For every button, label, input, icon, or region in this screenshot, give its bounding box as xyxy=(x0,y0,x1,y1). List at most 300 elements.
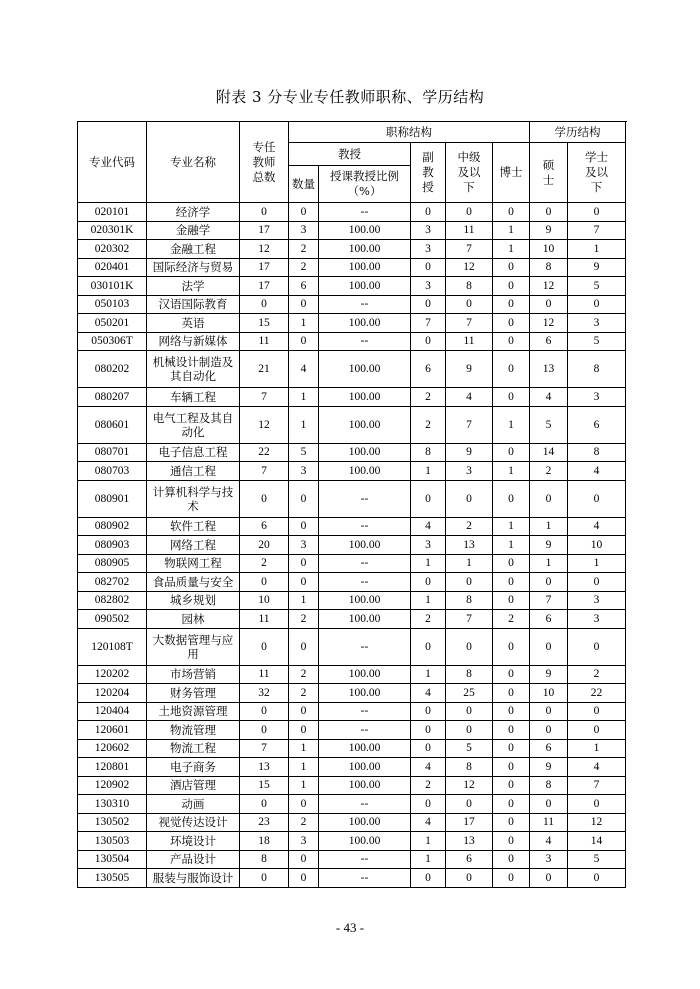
cell-bachelor: 0 xyxy=(568,795,626,814)
cell-phd: 1 xyxy=(493,536,530,555)
cell-prof-ratio: -- xyxy=(319,554,411,573)
cell-prof-ratio: 100.00 xyxy=(319,406,411,443)
table-row xyxy=(78,240,626,259)
page-number: - 43 - xyxy=(335,920,365,935)
cell-phd: 0 xyxy=(493,351,530,388)
table-row xyxy=(78,813,626,832)
cell-assoc: 0 xyxy=(411,739,446,758)
cell-phd: 0 xyxy=(493,813,530,832)
cell-name: 城乡规划 xyxy=(147,591,240,610)
cell-code: 080701 xyxy=(78,443,147,462)
cell-master: 6 xyxy=(530,610,568,629)
header-phd: 博士 xyxy=(493,143,530,203)
cell-name: 市场营销 xyxy=(147,665,240,684)
cell-total: 21 xyxy=(240,351,289,388)
cell-total: 11 xyxy=(240,665,289,684)
table-body xyxy=(78,203,626,888)
cell-bachelor: 0 xyxy=(568,869,626,888)
header-title-structure: 职称结构 xyxy=(289,122,530,143)
cell-master: 9 xyxy=(530,221,568,240)
cell-name: 网络与新媒体 xyxy=(147,332,240,351)
cell-bachelor: 0 xyxy=(568,295,626,314)
cell-master: 0 xyxy=(530,573,568,592)
cell-bachelor: 4 xyxy=(568,517,626,536)
cell-prof-count: 2 xyxy=(289,258,319,277)
cell-bachelor: 5 xyxy=(568,850,626,869)
cell-master: 4 xyxy=(530,388,568,407)
cell-total: 23 xyxy=(240,813,289,832)
cell-assoc: 8 xyxy=(411,443,446,462)
cell-name: 土地资源管理 xyxy=(147,702,240,721)
cell-bachelor: 14 xyxy=(568,832,626,851)
cell-code: 050103 xyxy=(78,295,147,314)
cell-mid: 0 xyxy=(446,869,493,888)
cell-name: 金融工程 xyxy=(147,240,240,259)
cell-total: 17 xyxy=(240,258,289,277)
cell-prof-count: 0 xyxy=(289,573,319,592)
cell-assoc: 0 xyxy=(411,721,446,740)
cell-code: 020301K xyxy=(78,221,147,240)
cell-phd: 2 xyxy=(493,610,530,629)
table-row xyxy=(78,739,626,758)
cell-total: 7 xyxy=(240,388,289,407)
table-row xyxy=(78,443,626,462)
cell-assoc: 4 xyxy=(411,517,446,536)
cell-assoc: 2 xyxy=(411,610,446,629)
cell-bachelor: 4 xyxy=(568,462,626,481)
cell-mid: 13 xyxy=(446,832,493,851)
cell-total: 12 xyxy=(240,240,289,259)
cell-prof-ratio: 100.00 xyxy=(319,221,411,240)
cell-total: 12 xyxy=(240,406,289,443)
cell-total: 11 xyxy=(240,332,289,351)
cell-assoc: 1 xyxy=(411,665,446,684)
cell-mid: 5 xyxy=(446,739,493,758)
cell-prof-ratio: 100.00 xyxy=(319,684,411,703)
cell-phd: 1 xyxy=(493,221,530,240)
cell-master: 9 xyxy=(530,536,568,555)
table-row xyxy=(78,277,626,296)
cell-mid: 17 xyxy=(446,813,493,832)
cell-bachelor: 1 xyxy=(568,240,626,259)
cell-prof-ratio: -- xyxy=(319,721,411,740)
cell-prof-count: 0 xyxy=(289,628,319,665)
cell-phd: 0 xyxy=(493,388,530,407)
cell-prof-count: 0 xyxy=(289,517,319,536)
cell-prof-ratio: 100.00 xyxy=(319,832,411,851)
cell-prof-count: 3 xyxy=(289,832,319,851)
cell-total: 20 xyxy=(240,536,289,555)
cell-mid: 11 xyxy=(446,221,493,240)
cell-mid: 7 xyxy=(446,406,493,443)
cell-bachelor: 22 xyxy=(568,684,626,703)
cell-mid: 9 xyxy=(446,443,493,462)
cell-total: 17 xyxy=(240,277,289,296)
cell-prof-ratio: -- xyxy=(319,628,411,665)
cell-code: 120404 xyxy=(78,702,147,721)
cell-bachelor: 0 xyxy=(568,480,626,517)
cell-code: 080601 xyxy=(78,406,147,443)
table-row xyxy=(78,388,626,407)
cell-code: 120902 xyxy=(78,776,147,795)
cell-assoc: 0 xyxy=(411,869,446,888)
cell-code: 030101K xyxy=(78,277,147,296)
cell-code: 020401 xyxy=(78,258,147,277)
cell-code: 080902 xyxy=(78,517,147,536)
cell-prof-count: 2 xyxy=(289,665,319,684)
cell-code: 120108T xyxy=(78,628,147,665)
cell-code: 080207 xyxy=(78,388,147,407)
cell-prof-count: 0 xyxy=(289,702,319,721)
cell-total: 0 xyxy=(240,795,289,814)
cell-mid: 6 xyxy=(446,850,493,869)
table-row xyxy=(78,517,626,536)
cell-name: 大数据管理与应用 xyxy=(147,628,240,665)
cell-name: 物流工程 xyxy=(147,739,240,758)
table-title: 附表 3 分专业专任教师职称、学历结构 xyxy=(215,88,485,106)
cell-prof-ratio: 100.00 xyxy=(319,258,411,277)
cell-code: 050201 xyxy=(78,314,147,333)
header-name: 专业名称 xyxy=(147,122,240,203)
cell-master: 0 xyxy=(530,295,568,314)
cell-prof-ratio: 100.00 xyxy=(319,443,411,462)
table-row xyxy=(78,221,626,240)
cell-bachelor: 7 xyxy=(568,776,626,795)
cell-name: 财务管理 xyxy=(147,684,240,703)
table-row xyxy=(78,758,626,777)
cell-master: 5 xyxy=(530,406,568,443)
cell-bachelor: 4 xyxy=(568,758,626,777)
cell-bachelor: 0 xyxy=(568,702,626,721)
cell-master: 12 xyxy=(530,277,568,296)
cell-name: 电子商务 xyxy=(147,758,240,777)
cell-prof-count: 1 xyxy=(289,758,319,777)
cell-mid: 13 xyxy=(446,536,493,555)
cell-phd: 0 xyxy=(493,776,530,795)
header-mid: 中级及以下 xyxy=(446,143,493,203)
cell-name: 经济学 xyxy=(147,203,240,222)
cell-bachelor: 0 xyxy=(568,573,626,592)
cell-assoc: 2 xyxy=(411,388,446,407)
cell-master: 3 xyxy=(530,850,568,869)
table-row xyxy=(78,536,626,555)
cell-master: 4 xyxy=(530,832,568,851)
cell-code: 080901 xyxy=(78,480,147,517)
cell-phd: 0 xyxy=(493,277,530,296)
cell-total: 8 xyxy=(240,850,289,869)
cell-master: 0 xyxy=(530,203,568,222)
cell-total: 2 xyxy=(240,554,289,573)
cell-code: 130503 xyxy=(78,832,147,851)
cell-mid: 0 xyxy=(446,480,493,517)
cell-code: 050306T xyxy=(78,332,147,351)
cell-name: 产品设计 xyxy=(147,850,240,869)
cell-prof-ratio: 100.00 xyxy=(319,739,411,758)
cell-total: 10 xyxy=(240,591,289,610)
cell-prof-count: 3 xyxy=(289,462,319,481)
cell-prof-ratio: 100.00 xyxy=(319,665,411,684)
faculty-structure-table xyxy=(77,121,626,888)
cell-prof-ratio: -- xyxy=(319,517,411,536)
table-row xyxy=(78,203,626,222)
cell-code: 082702 xyxy=(78,573,147,592)
cell-name: 服装与服饰设计 xyxy=(147,869,240,888)
cell-prof-count: 2 xyxy=(289,240,319,259)
cell-assoc: 0 xyxy=(411,702,446,721)
cell-name: 法学 xyxy=(147,277,240,296)
cell-master: 0 xyxy=(530,702,568,721)
cell-bachelor: 8 xyxy=(568,351,626,388)
cell-prof-count: 1 xyxy=(289,739,319,758)
cell-bachelor: 3 xyxy=(568,610,626,629)
cell-total: 32 xyxy=(240,684,289,703)
cell-mid: 0 xyxy=(446,795,493,814)
cell-bachelor: 9 xyxy=(568,258,626,277)
cell-prof-ratio: 100.00 xyxy=(319,351,411,388)
table-row xyxy=(78,869,626,888)
header-code: 专业代码 xyxy=(78,122,147,203)
cell-code: 120202 xyxy=(78,665,147,684)
cell-bachelor: 0 xyxy=(568,628,626,665)
header-professor: 教授 xyxy=(289,143,411,166)
cell-assoc: 1 xyxy=(411,832,446,851)
table-row xyxy=(78,462,626,481)
table-row xyxy=(78,702,626,721)
cell-assoc: 0 xyxy=(411,332,446,351)
cell-assoc: 0 xyxy=(411,795,446,814)
table-row xyxy=(78,314,626,333)
cell-name: 物联网工程 xyxy=(147,554,240,573)
cell-prof-count: 2 xyxy=(289,610,319,629)
cell-code: 080903 xyxy=(78,536,147,555)
cell-code: 130505 xyxy=(78,869,147,888)
cell-prof-ratio: 100.00 xyxy=(319,591,411,610)
header-count: 数量 xyxy=(289,166,319,203)
cell-phd: 0 xyxy=(493,850,530,869)
cell-assoc: 0 xyxy=(411,295,446,314)
table-row xyxy=(78,573,626,592)
cell-total: 7 xyxy=(240,739,289,758)
cell-assoc: 1 xyxy=(411,850,446,869)
cell-master: 14 xyxy=(530,443,568,462)
cell-mid: 12 xyxy=(446,776,493,795)
table-row xyxy=(78,665,626,684)
cell-prof-count: 0 xyxy=(289,480,319,517)
cell-total: 6 xyxy=(240,517,289,536)
cell-master: 13 xyxy=(530,351,568,388)
cell-phd: 0 xyxy=(493,628,530,665)
cell-total: 0 xyxy=(240,869,289,888)
cell-mid: 7 xyxy=(446,314,493,333)
cell-prof-count: 3 xyxy=(289,536,319,555)
cell-prof-count: 1 xyxy=(289,314,319,333)
cell-master: 0 xyxy=(530,480,568,517)
cell-assoc: 4 xyxy=(411,813,446,832)
header-master: 硕士 xyxy=(530,143,568,203)
cell-name: 网络工程 xyxy=(147,536,240,555)
cell-phd: 1 xyxy=(493,406,530,443)
cell-total: 15 xyxy=(240,776,289,795)
cell-total: 17 xyxy=(240,221,289,240)
cell-code: 130502 xyxy=(78,813,147,832)
cell-bachelor: 8 xyxy=(568,443,626,462)
cell-assoc: 1 xyxy=(411,462,446,481)
cell-total: 7 xyxy=(240,462,289,481)
cell-prof-count: 0 xyxy=(289,203,319,222)
cell-phd: 0 xyxy=(493,869,530,888)
header-total: 专任教师总数 xyxy=(240,122,289,203)
cell-assoc: 0 xyxy=(411,573,446,592)
cell-phd: 0 xyxy=(493,332,530,351)
cell-code: 130504 xyxy=(78,850,147,869)
cell-phd: 0 xyxy=(493,721,530,740)
cell-master: 9 xyxy=(530,665,568,684)
cell-phd: 0 xyxy=(493,314,530,333)
cell-master: 1 xyxy=(530,554,568,573)
cell-prof-count: 6 xyxy=(289,277,319,296)
header-assoc: 副教授 xyxy=(411,143,446,203)
cell-bachelor: 1 xyxy=(568,739,626,758)
cell-phd: 0 xyxy=(493,591,530,610)
cell-code: 020302 xyxy=(78,240,147,259)
cell-phd: 0 xyxy=(493,295,530,314)
cell-prof-ratio: 100.00 xyxy=(319,277,411,296)
cell-phd: 1 xyxy=(493,240,530,259)
cell-mid: 3 xyxy=(446,462,493,481)
cell-bachelor: 7 xyxy=(568,221,626,240)
cell-master: 2 xyxy=(530,462,568,481)
cell-assoc: 2 xyxy=(411,776,446,795)
cell-phd: 1 xyxy=(493,462,530,481)
cell-prof-ratio: 100.00 xyxy=(319,240,411,259)
cell-mid: 4 xyxy=(446,388,493,407)
cell-mid: 9 xyxy=(446,351,493,388)
cell-assoc: 4 xyxy=(411,684,446,703)
cell-master: 6 xyxy=(530,332,568,351)
cell-phd: 0 xyxy=(493,573,530,592)
cell-code: 082802 xyxy=(78,591,147,610)
cell-prof-ratio: -- xyxy=(319,795,411,814)
cell-bachelor: 0 xyxy=(568,721,626,740)
cell-assoc: 1 xyxy=(411,591,446,610)
cell-phd: 0 xyxy=(493,702,530,721)
cell-assoc: 7 xyxy=(411,314,446,333)
cell-bachelor: 2 xyxy=(568,665,626,684)
cell-total: 0 xyxy=(240,480,289,517)
cell-mid: 8 xyxy=(446,665,493,684)
table-row xyxy=(78,406,626,443)
cell-mid: 2 xyxy=(446,517,493,536)
cell-prof-ratio: -- xyxy=(319,702,411,721)
cell-total: 18 xyxy=(240,832,289,851)
cell-prof-count: 1 xyxy=(289,406,319,443)
cell-bachelor: 12 xyxy=(568,813,626,832)
cell-assoc: 3 xyxy=(411,240,446,259)
cell-phd: 1 xyxy=(493,517,530,536)
cell-total: 0 xyxy=(240,702,289,721)
cell-total: 15 xyxy=(240,314,289,333)
cell-master: 6 xyxy=(530,739,568,758)
cell-assoc: 3 xyxy=(411,221,446,240)
cell-prof-ratio: 100.00 xyxy=(319,314,411,333)
cell-prof-count: 0 xyxy=(289,869,319,888)
table-row xyxy=(78,258,626,277)
cell-assoc: 0 xyxy=(411,203,446,222)
cell-phd: 0 xyxy=(493,258,530,277)
cell-mid: 0 xyxy=(446,702,493,721)
cell-name: 动画 xyxy=(147,795,240,814)
cell-bachelor: 3 xyxy=(568,591,626,610)
cell-master: 1 xyxy=(530,517,568,536)
cell-name: 金融学 xyxy=(147,221,240,240)
cell-code: 080703 xyxy=(78,462,147,481)
cell-code: 120602 xyxy=(78,739,147,758)
cell-mid: 8 xyxy=(446,591,493,610)
cell-bachelor: 3 xyxy=(568,388,626,407)
cell-master: 8 xyxy=(530,258,568,277)
cell-code: 090502 xyxy=(78,610,147,629)
cell-code: 130310 xyxy=(78,795,147,814)
cell-code: 120601 xyxy=(78,721,147,740)
cell-phd: 0 xyxy=(493,684,530,703)
cell-prof-count: 0 xyxy=(289,721,319,740)
cell-assoc: 0 xyxy=(411,628,446,665)
cell-assoc: 3 xyxy=(411,277,446,296)
header-ratio: 授课教授比例（%） xyxy=(319,166,411,203)
cell-assoc: 2 xyxy=(411,406,446,443)
cell-mid: 7 xyxy=(446,240,493,259)
cell-prof-ratio: -- xyxy=(319,203,411,222)
table-row xyxy=(78,332,626,351)
cell-phd: 0 xyxy=(493,795,530,814)
table-row xyxy=(78,628,626,665)
cell-prof-count: 1 xyxy=(289,776,319,795)
cell-prof-count: 2 xyxy=(289,813,319,832)
cell-code: 120801 xyxy=(78,758,147,777)
cell-bachelor: 1 xyxy=(568,554,626,573)
table-row xyxy=(78,554,626,573)
cell-mid: 0 xyxy=(446,573,493,592)
cell-name: 机械设计制造及其自动化 xyxy=(147,351,240,388)
cell-master: 0 xyxy=(530,869,568,888)
cell-prof-ratio: -- xyxy=(319,480,411,517)
cell-prof-count: 1 xyxy=(289,591,319,610)
cell-assoc: 3 xyxy=(411,536,446,555)
cell-assoc: 4 xyxy=(411,758,446,777)
cell-bachelor: 3 xyxy=(568,314,626,333)
cell-name: 视觉传达设计 xyxy=(147,813,240,832)
cell-name: 英语 xyxy=(147,314,240,333)
cell-mid: 25 xyxy=(446,684,493,703)
cell-mid: 7 xyxy=(446,610,493,629)
cell-phd: 0 xyxy=(493,480,530,517)
table-row xyxy=(78,591,626,610)
cell-code: 080905 xyxy=(78,554,147,573)
cell-phd: 0 xyxy=(493,554,530,573)
cell-name: 车辆工程 xyxy=(147,388,240,407)
cell-total: 0 xyxy=(240,573,289,592)
cell-master: 8 xyxy=(530,776,568,795)
table-row xyxy=(78,776,626,795)
cell-name: 食品质量与安全 xyxy=(147,573,240,592)
cell-bachelor: 0 xyxy=(568,203,626,222)
table-row xyxy=(78,832,626,851)
cell-prof-count: 0 xyxy=(289,554,319,573)
cell-prof-ratio: 100.00 xyxy=(319,776,411,795)
cell-prof-count: 0 xyxy=(289,332,319,351)
cell-prof-count: 2 xyxy=(289,684,319,703)
cell-master: 7 xyxy=(530,591,568,610)
